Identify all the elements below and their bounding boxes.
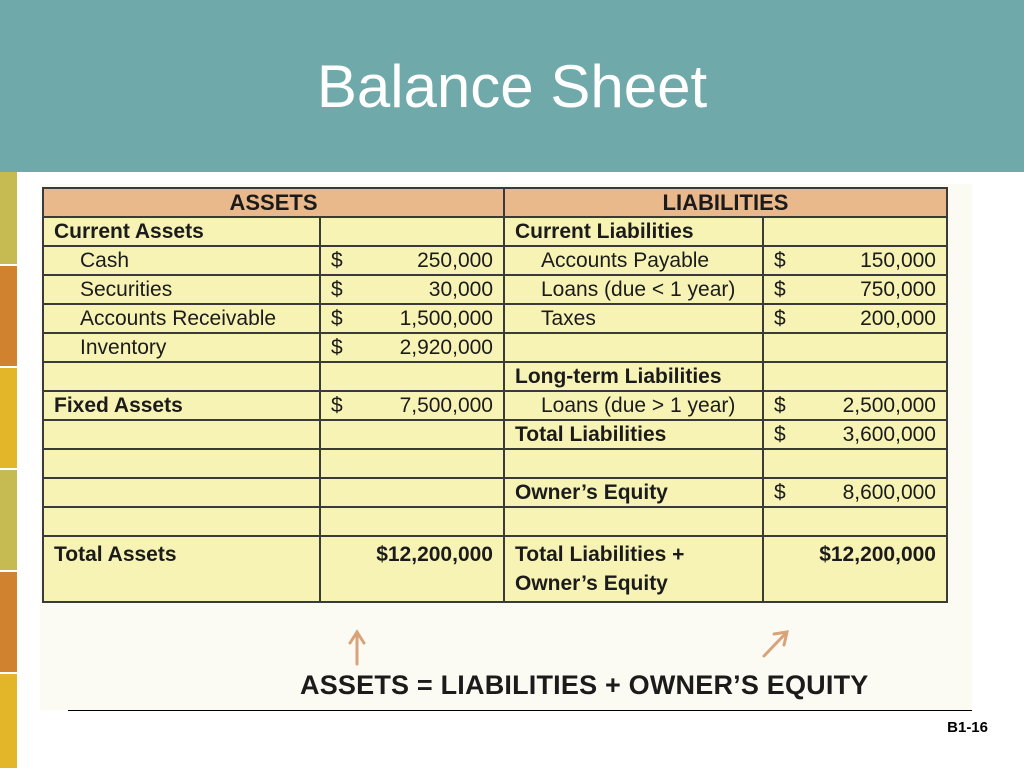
currency-symbol: $ bbox=[774, 307, 786, 330]
asset-label: Current Assets bbox=[43, 217, 320, 246]
assets-header: ASSETS bbox=[43, 188, 504, 217]
total-assets-label: Total Assets bbox=[43, 536, 320, 602]
liability-label: Loans (due > 1 year) bbox=[504, 391, 763, 420]
asset-label: Securities bbox=[43, 275, 320, 304]
currency-symbol: $ bbox=[331, 336, 343, 359]
liability-label: Long-term Liabilities bbox=[504, 362, 763, 391]
amount-value: 150,000 bbox=[860, 249, 936, 272]
total-assets-amount: $12,200,000 bbox=[320, 536, 504, 602]
currency-symbol: $ bbox=[331, 249, 343, 272]
amount-value: 8,600,000 bbox=[842, 481, 936, 504]
total-label-line1: Total Liabilities + bbox=[515, 543, 685, 566]
amount-value: 1,500,000 bbox=[399, 307, 493, 330]
amount-value: 250,000 bbox=[417, 249, 493, 272]
amount-value: 2,920,000 bbox=[399, 336, 493, 359]
total-label-line2: Owner’s Equity bbox=[515, 572, 668, 595]
currency-symbol: $ bbox=[774, 481, 786, 504]
amount-value: 7,500,000 bbox=[399, 394, 493, 417]
asset-label: Cash bbox=[43, 246, 320, 275]
currency-symbol: $ bbox=[774, 394, 786, 417]
liability-label: Taxes bbox=[504, 304, 763, 333]
slide-number: B1-16 bbox=[947, 719, 988, 736]
asset-label: Accounts Receivable bbox=[43, 304, 320, 333]
currency-symbol: $ bbox=[774, 278, 786, 301]
currency-symbol: $ bbox=[331, 307, 343, 330]
amount-value: 750,000 bbox=[860, 278, 936, 301]
asset-label: Inventory bbox=[43, 333, 320, 362]
liability-label: Current Liabilities bbox=[504, 217, 763, 246]
liability-label: Accounts Payable bbox=[504, 246, 763, 275]
amount-value: 200,000 bbox=[860, 307, 936, 330]
currency-symbol: $ bbox=[774, 423, 786, 446]
total-liabilities-equity-amount: $12,200,000 bbox=[763, 536, 947, 602]
currency-symbol: $ bbox=[331, 278, 343, 301]
accounting-equation: ASSETS = LIABILITIES + OWNER’S EQUITY bbox=[300, 670, 869, 700]
currency-symbol: $ bbox=[774, 249, 786, 272]
asset-label: Fixed Assets bbox=[43, 391, 320, 420]
liabilities-header: LIABILITIES bbox=[504, 188, 947, 217]
liability-label: Owner’s Equity bbox=[504, 478, 763, 507]
liability-label: Total Liabilities bbox=[504, 420, 763, 449]
amount-value: 3,600,000 bbox=[842, 423, 936, 446]
slide-title: Balance Sheet bbox=[316, 53, 708, 120]
footer-divider bbox=[68, 710, 972, 711]
amount-value: 2,500,000 bbox=[842, 394, 936, 417]
amount-value: 30,000 bbox=[428, 278, 493, 301]
liability-label: Loans (due < 1 year) bbox=[504, 275, 763, 304]
currency-symbol: $ bbox=[331, 394, 343, 417]
